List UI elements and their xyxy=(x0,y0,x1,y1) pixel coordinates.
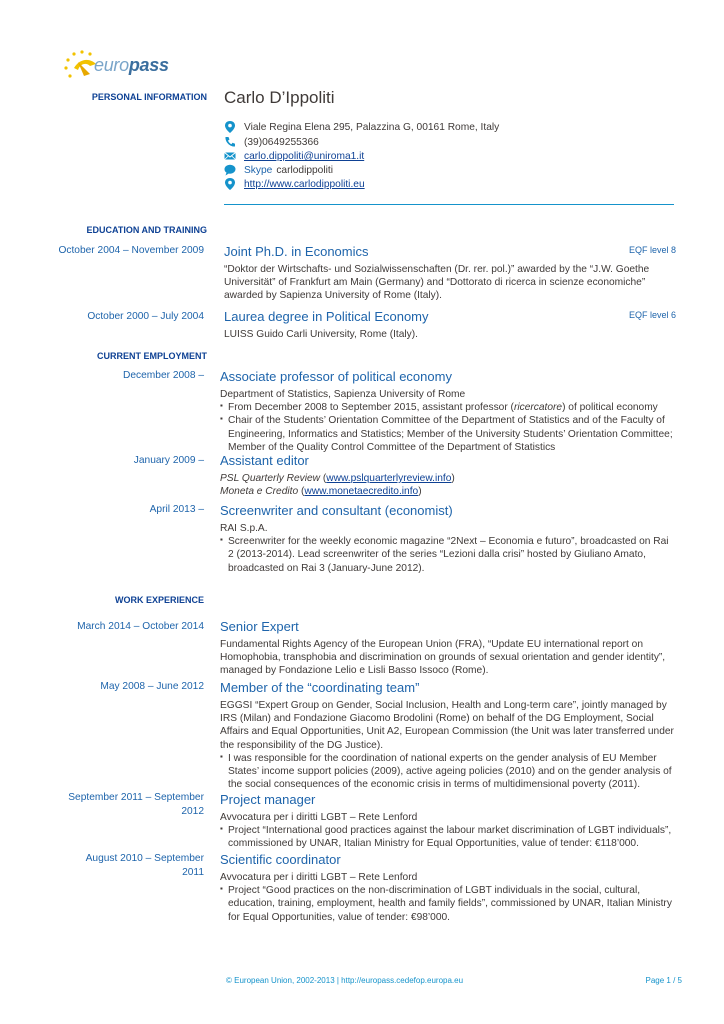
job-dates-1: December 2008 – xyxy=(123,370,204,381)
work-title-2: Member of the “coordinating team” xyxy=(220,680,420,695)
job-bullets-1 xyxy=(220,401,676,454)
section-education: EDUCATION AND TRAINING xyxy=(86,225,207,235)
location-pin-icon xyxy=(224,178,236,190)
divider xyxy=(224,204,674,205)
contact-website xyxy=(224,178,365,192)
job-entry-1 xyxy=(220,369,676,454)
job-title-3: Screenwriter and consultant (economist) xyxy=(220,503,453,518)
bullet: ▪ Chair of the Students’ Orientation Committee of the Department of Statistics and of the Faculty of Engineering, Informatics and Statistics; Member of the University Students’ Orientation Committee; Member of the Quality Control Committee of the Department of Statistics xyxy=(228,414,676,454)
work-entry-3 xyxy=(220,792,676,851)
person-name: Carlo D’Ippoliti xyxy=(224,88,335,107)
journal-1: PSL Quarterly Review (www.pslquarterlyreview.info) xyxy=(220,472,455,484)
edu-dates-1: October 2004 – November 2009 xyxy=(58,245,204,256)
work-bullets-4 xyxy=(220,884,676,924)
footer-copyright: © European Union, 2002-2013 | http://europass.cedefop.europa.eu xyxy=(226,976,464,985)
work-org-3: Avvocatura per i diritti LGBT – Rete Lenford xyxy=(220,811,418,823)
work-entry-1 xyxy=(220,619,676,678)
job-entry-2 xyxy=(220,453,676,498)
job-title-1: Associate professor of political economy xyxy=(220,369,452,384)
bullet: ▪ Project “Good practices on the non-discrimination of LGBT individuals in the social, cultural, education, training, employment, health and family fields”, commissioned by UNAR, Italian Ministry for Equal Opportunities, value of tender: €98’000. xyxy=(228,884,676,924)
website-link[interactable]: http://www.carlodippoliti.eu xyxy=(244,179,365,190)
edu-entry-1 xyxy=(224,244,654,303)
envelope-icon xyxy=(224,150,236,162)
europass-wordmark: europass xyxy=(94,55,169,75)
edu-title-1: Joint Ph.D. in Economics xyxy=(224,244,369,259)
edu-entry-2 xyxy=(224,309,654,341)
job-bullets-3 xyxy=(220,535,676,575)
work-org-4: Avvocatura per i diritti LGBT – Rete Lenford xyxy=(220,871,418,883)
chat-bubble-icon xyxy=(224,164,236,176)
bullet: ▪ From December 2008 to September 2015, assistant professor (ricercatore) of political economy xyxy=(228,401,676,414)
edu-dates-2: October 2000 – July 2004 xyxy=(87,311,204,322)
page-number: Page 1 / 5 xyxy=(645,976,682,985)
work-bullets-2 xyxy=(220,752,676,792)
eqf-badge-1: EQF level 8 xyxy=(628,245,676,255)
phone-icon xyxy=(224,136,236,148)
edu-title-2: Laurea degree in Political Economy xyxy=(224,309,429,324)
contact-skype xyxy=(224,164,333,178)
work-bullets-3 xyxy=(220,824,676,851)
work-dates-1: March 2014 – October 2014 xyxy=(77,621,204,632)
work-dates-3: September 2011 – September 2012 xyxy=(68,792,204,817)
job-entry-3 xyxy=(220,503,676,575)
job-title-2: Assistant editor xyxy=(220,453,309,468)
edu-desc-2: LUISS Guido Carli University, Rome (Italy). xyxy=(224,328,418,340)
work-desc-1: Fundamental Rights Agency of the European Union (FRA), “Update EU international report on Homophobia, transphobia and discrimination on grounds of sexual orientation and gender identity”, managed by Fondazione Lelio e Lisli Basso Issoco (Rome). xyxy=(220,638,666,677)
work-entry-4 xyxy=(220,852,676,924)
journal-1-link[interactable]: www.pslquarterlyreview.info xyxy=(326,472,452,484)
job-dates-2: January 2009 – xyxy=(133,455,204,466)
bullet: ▪ Project “International good practices against the labour market discrimination of LGBT individuals”, commissioned by UNAR, Italian Ministry for Equal Opportunities, value of tender: €118’000. xyxy=(228,824,676,851)
contact-phone: (39)0649255366 xyxy=(224,136,319,150)
skype-label: Skype xyxy=(244,165,273,176)
bullet: ▪ I was responsible for the coordination of national experts on the gender analysis of EU Member States’ income support policies (2009), active ageing policies (2010) and on the gender analysis of the social consequences of the economic crisis in terms of multidimensional poverty (2011). xyxy=(228,752,676,792)
work-dates-4: August 2010 – September 2011 xyxy=(85,853,204,878)
contact-address: Viale Regina Elena 295, Palazzina G, 00161 Rome, Italy xyxy=(224,121,499,135)
job-dates-3: April 2013 – xyxy=(149,504,204,515)
work-entry-2 xyxy=(220,680,676,792)
email-link[interactable]: carlo.dippoliti@uniroma1.it xyxy=(244,151,365,162)
eqf-badge-2: EQF level 6 xyxy=(628,310,676,320)
work-desc-2: EGGSI “Expert Group on Gender, Social Inclusion, Health and Long-term care”, jointly managed by IRS (Milan) and Fondazione Giacomo Brodolini (Rome) on behalf of the DG Employment, Social Affairs and Equal Opportunities, Unit A2, European Commission (the Unit was later transferred under the responsibility of the DG Justice). xyxy=(220,699,674,751)
work-title-1: Senior Expert xyxy=(220,619,299,634)
section-personal-information: PERSONAL INFORMATION xyxy=(91,92,207,102)
bullet: ▪ Screenwriter for the weekly economic magazine “2Next – Economia e futuro”, broadcasted on Rai 2 (2013-2014). Lead screenwriter of the series “Lezioni dalla crisi” hosted by Giuliano Amato, broadcasted on Rai 3 (January-June 2012). xyxy=(228,535,676,575)
job-org-1: Department of Statistics, Sapienza University of Rome xyxy=(220,388,466,400)
edu-desc-1: “Doktor der Wirtschafts- und Sozialwissenschaften (Dr. rer. pol.)” awarded by the “J.W. Goethe Universität” of Frankfurt am Main (Germany) and “Dottorato di ricerca in scienze economiche” awarded by Sapienza University of Rome (Italy). xyxy=(224,263,650,302)
job-org-3: RAI S.p.A. xyxy=(220,522,268,534)
work-dates-2: May 2008 – June 2012 xyxy=(100,681,204,692)
location-pin-icon xyxy=(224,121,236,133)
section-current-employment: CURRENT EMPLOYMENT xyxy=(97,351,207,361)
journal-2: Moneta e Credito (www.monetaecredito.info) xyxy=(220,486,422,498)
skype-handle: carlodippoliti xyxy=(276,165,333,176)
work-title-4: Scientific coordinator xyxy=(220,852,341,867)
section-work-experience: WORK EXPERIENCE xyxy=(114,595,204,605)
contact-email xyxy=(224,150,364,164)
work-title-3: Project manager xyxy=(220,792,316,807)
journal-2-link[interactable]: www.monetaecredito.info xyxy=(304,486,419,498)
